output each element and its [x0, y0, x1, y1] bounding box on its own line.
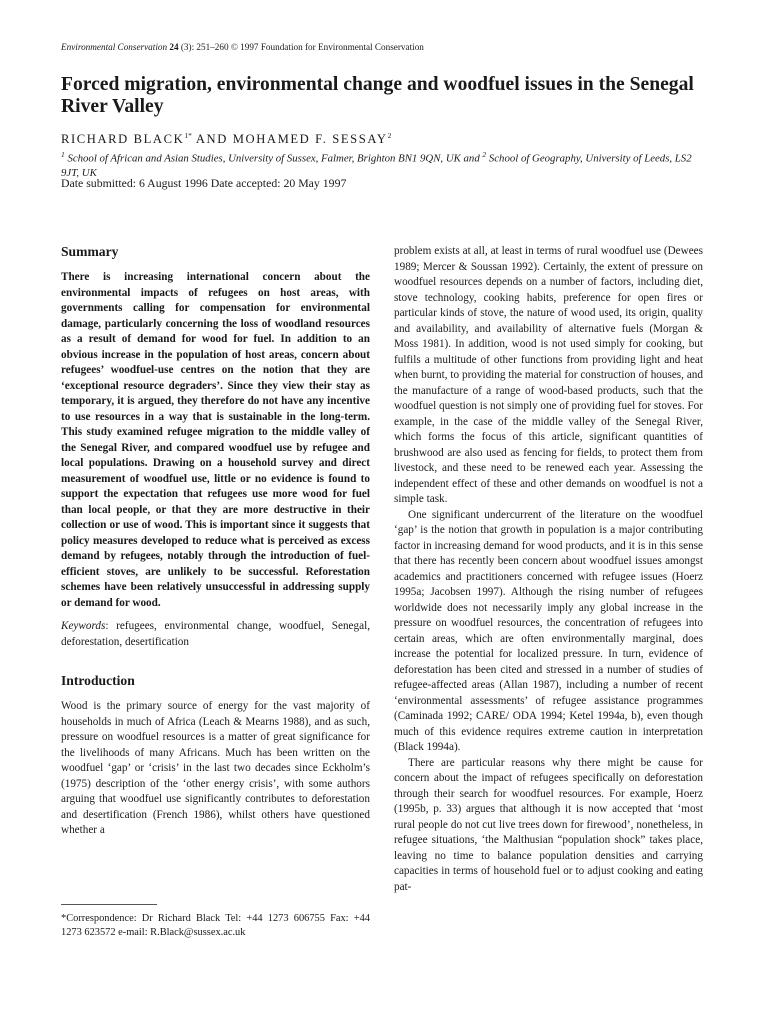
body-paragraph: One significant undercurrent of the literature on the woodfuel ‘gap’ is the notion that growth in population is a major contributing factor in increasing demand for wood products, and it is in this sense that there has recently been concern about woodfuel issues amongst academics and practitioners concerned with refugee issues (Hoerz 1995a; Jacobsen 1997). Although the rising number of refugees worldwide does not necessarily imply any global increase in the pressure on woodfuel resources, the concentration of refugees into certain areas, which are often environmentally marginal, does increase the potential for localized pressure. In turn, evidence of deforestation has been cited and stressed in a number of studies of refugee-affected areas (Allan 1987), including a number of recent ‘environmental assessments’ of refugee assistance programmes (Caminada 1992; CARE/ ODA 1994; Ketel 1994a, b), even though much of this evidence requires extreme caution in interpretation (Black 1994a).: [394, 508, 703, 753]
author-affiliation-mark: 1*: [184, 131, 192, 140]
journal-volume: 24: [169, 42, 179, 52]
author-line: [61, 131, 711, 147]
affiliation-text: School of African and Asian Studies, University of Sussex, Falmer, Brighton BN1 9QN, UK and: [64, 152, 483, 165]
submission-dates: Date submitted: 6 August 1996 Date accepted: 20 May 1997: [61, 176, 347, 190]
summary-heading: Summary: [61, 244, 119, 259]
right-column: [394, 244, 703, 895]
affiliations: [61, 148, 711, 180]
footnote-divider: [61, 904, 157, 905]
journal-issue-pages: (3): 251–260 © 1997 Foundation for Environmental Conservation: [178, 42, 424, 52]
introduction-heading: Introduction: [61, 673, 135, 688]
affiliation-mark: 2: [482, 150, 487, 159]
affiliation-text: School of Geography, University of Leeds, LS2 9JT, UK: [61, 152, 692, 179]
journal-name: Environmental Conservation: [61, 42, 168, 52]
summary-text: There is increasing international concern about the environmental impacts of refugees on host areas, with governments calling for compensation for environmental damage, particularly concerning the loss of woodland resources as a result of demand for wood for fuel. In addition to an obvious increase in the population of host areas, concern about refugees’ woodfuel-use centres on the notion that they are ‘exceptional resource degraders’. Since they view their stay as temporary, it is argued, they therefore do not have any incentive to use resources in a way that is sustainable in the long-term. This study examined refugee migration to the middle valley of the Senegal River, and compared woodfuel use by refugee and local populations. Drawing on a household survey and direct measurement of woodfuel use, little or no evidence is found to support the expectation that refugees use more wood for fuel than local people, or that they are more destructive in their collection or use of wood. This is important since it suggests that policy measures developed to reduce what is perceived as excess demand by refugees, notably through the introduction of fuel-efficient stoves, are unlikely to be successful. Reforestation schemes have been relatively unsuccessful in addressing supply or demand for wood.: [61, 271, 370, 609]
body-paragraph: problem exists at all, at least in terms of rural woodfuel use (Dewees 1989; Mercer & Soussan 1992). Certainly, the extent of pressure on woodfuel resources depends on a number of factors, including diet, stove technology, cooking habits, preference for open fires or particular kinds of stove, the nature of wood used, its origin, quality and availability, and availability of alternative fuels (Morgan & Moss 1981). In addition, wood is not used simply for cooking, but fulfils a multitude of other functions from providing light and heat when burnt, to providing the material for construction of houses, and the manufacture of a range of wood-based products, such that the woodfuel question is not simply one of providing fuel for stoves. For example, in the case of the middle valley of the Senegal River, which forms the focus of this article, significant quantities of brushwood are also used as fencing for fields, to protect them from livestock, and these need to be renewed each year. Assessing the independent effect of these and other demands on woodfuel is not a simple task.: [394, 245, 703, 505]
affiliation-mark: 1: [61, 150, 65, 159]
author-affiliation-mark: 2: [387, 131, 392, 140]
body-paragraph: Wood is the primary source of energy for the vast majority of households in much of Africa (Leach & Mearns 1988), and as such, pressure on woodfuel resources is a matter of great significance for the livelihoods of many Africans. Much has been written on the woodfuel ‘gap’ or ‘crisis’ in the last two decades since Eckholm’s (1975) description of the ‘other energy crisis’, with some authors arguing that woodfuel use significantly contributes to deforestation and desertification (French 1986), whilst others have questioned whether a: [61, 700, 370, 836]
author-conjunction: AND: [191, 132, 233, 147]
keywords: [61, 619, 370, 650]
author-name: MOHAMED F. SESSAY: [232, 132, 388, 147]
correspondence-footnote: *Correspondence: Dr Richard Black Tel: +44 1273 606755 Fax: +44 1273 623572 e-mail: R.Black@sussex.ac.uk: [61, 913, 370, 938]
left-column: [61, 243, 370, 839]
keywords-label: Keywords: [61, 620, 106, 632]
body-paragraph: There are particular reasons why there might be cause for concern about the impact of refugees specifically on deforestation through their search for woodfuel resources. For example, Hoerz (1995b, p. 33) argues that although it is now accepted that ‘most rural people do not cut live trees down for firewood’, nonetheless, in refugee situations, ‘the Malthusian “population shock” takes place, leaving no time to balance population densities and carrying capacities in terms of household fuel or to adjust cooking and eating pat-: [394, 756, 703, 893]
author-name: RICHARD BLACK: [61, 132, 185, 147]
journal-citation: [61, 42, 711, 52]
article-title: Forced migration, environmental change and woodfuel issues in the Senegal River Valley: [61, 74, 694, 117]
keywords-text: : refugees, environmental change, woodfuel, Senegal, deforestation, desertification: [61, 620, 370, 648]
